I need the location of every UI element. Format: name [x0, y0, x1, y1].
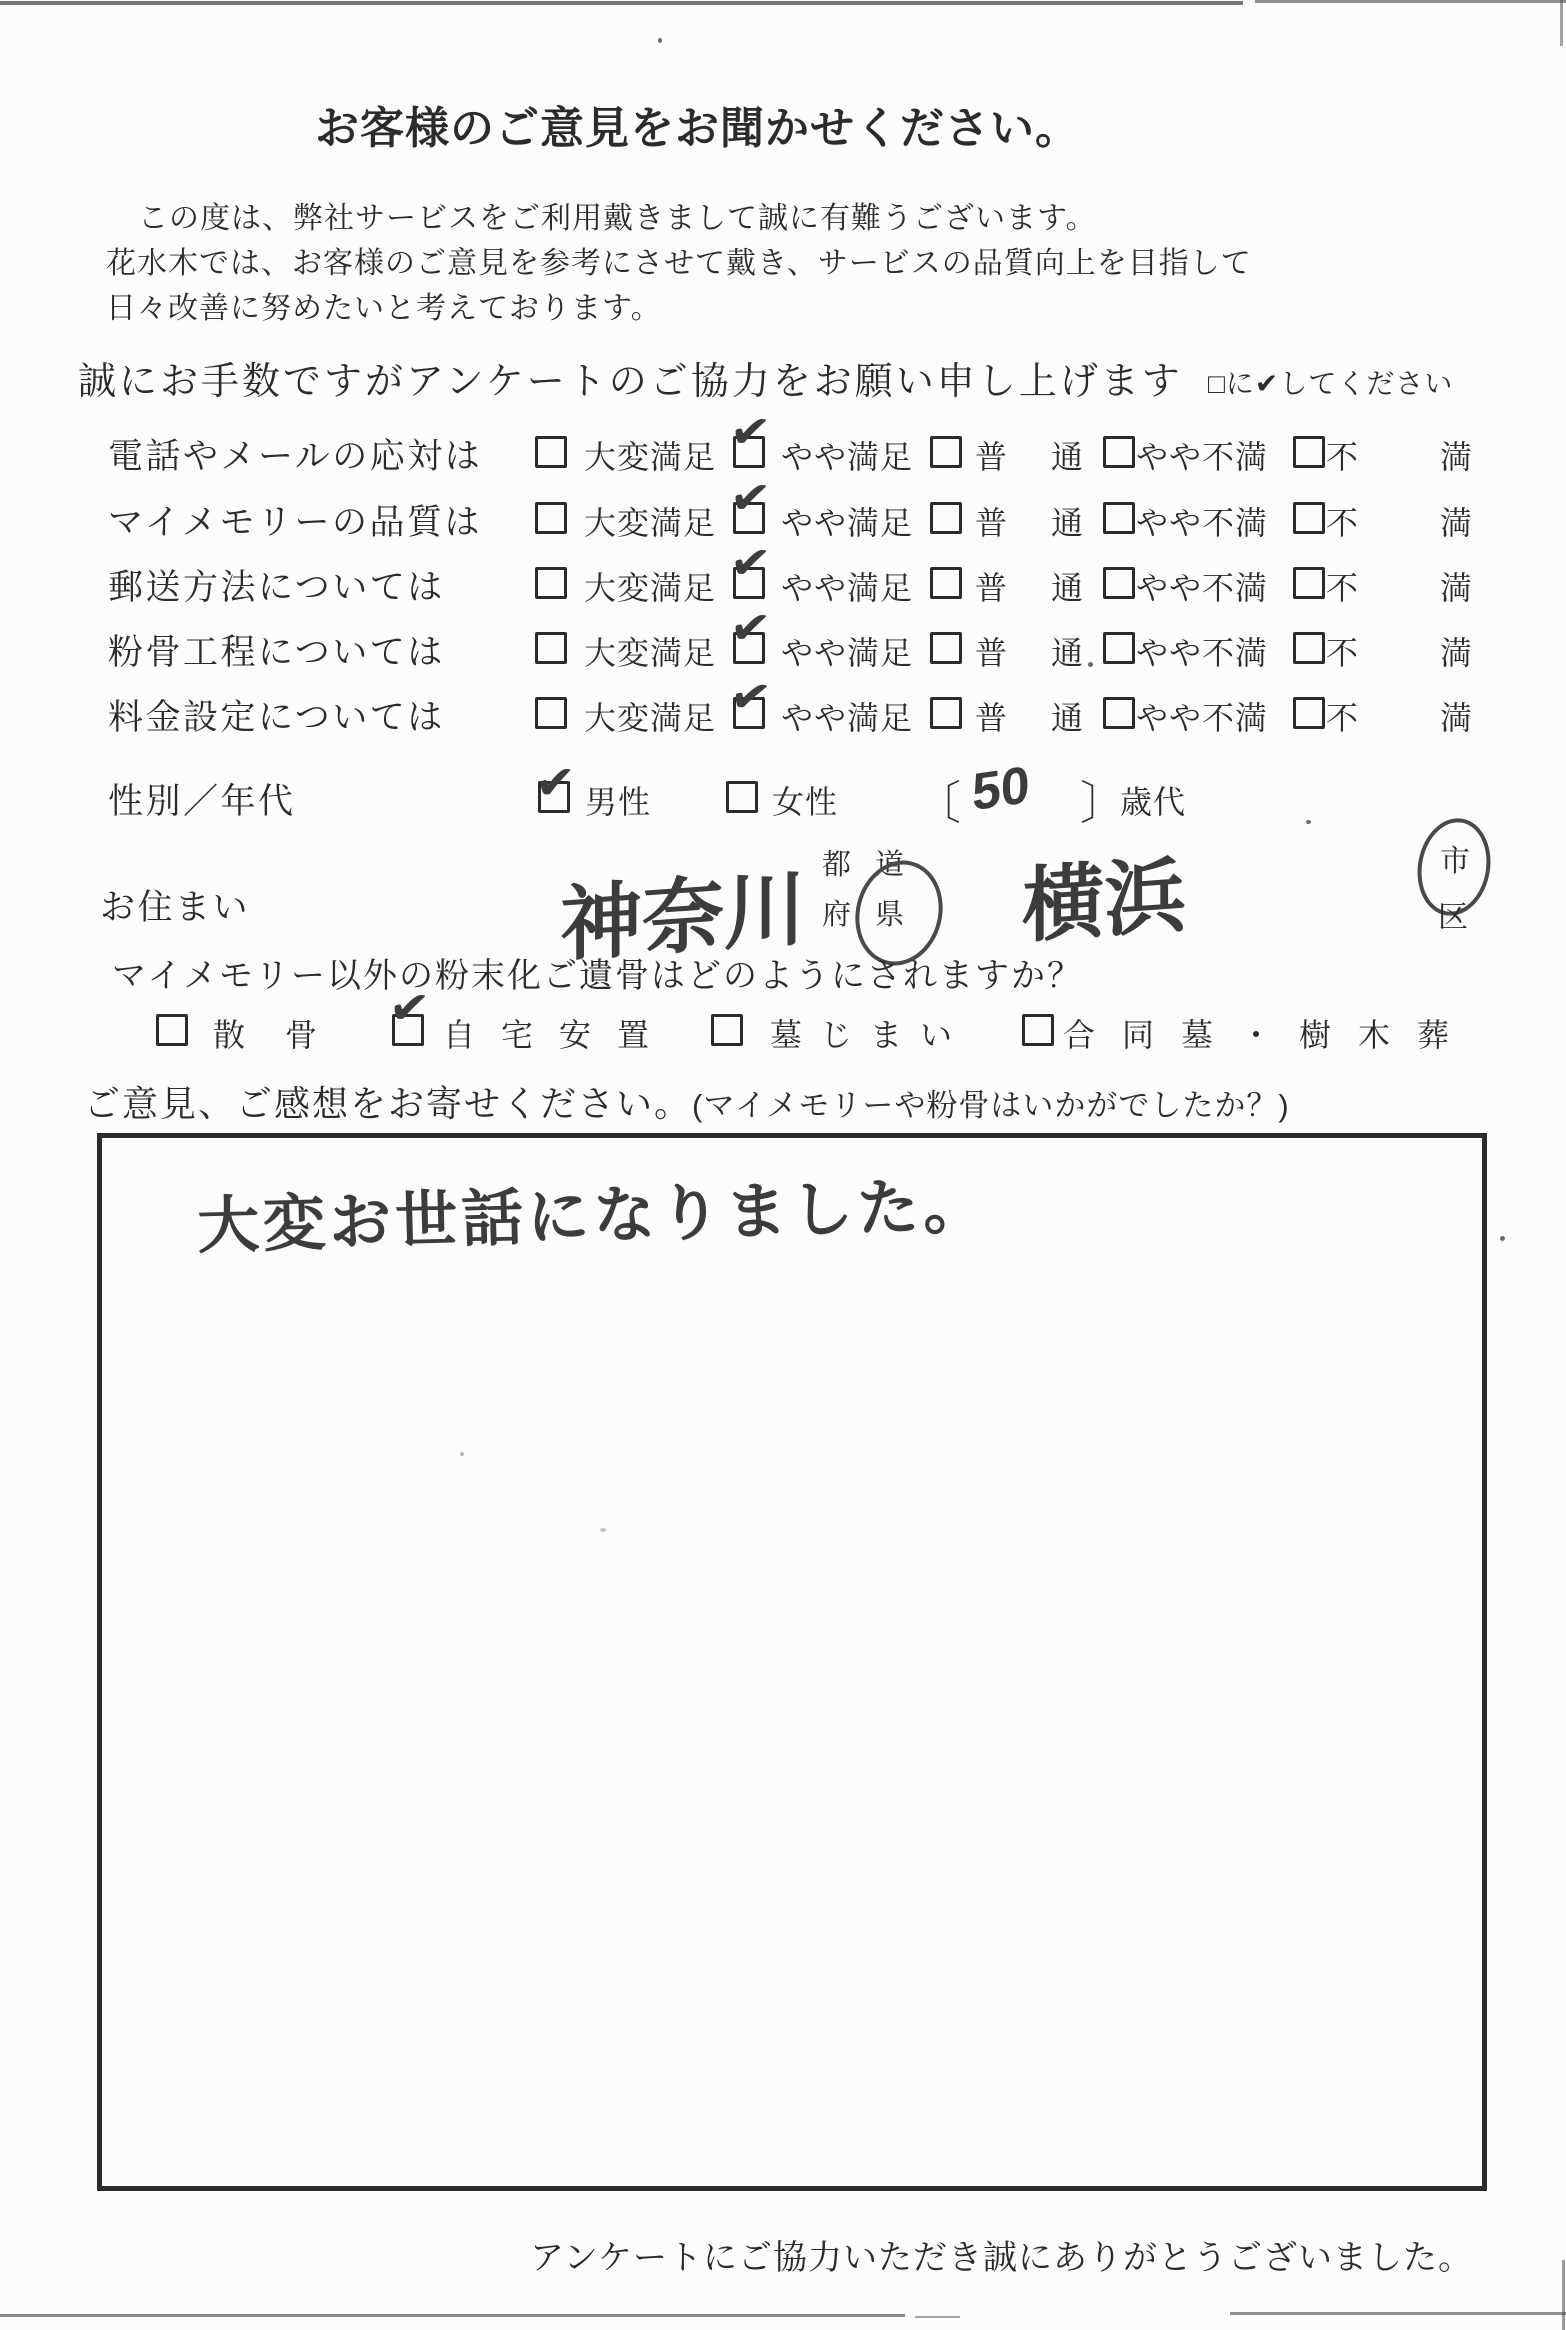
option-label-normal-b: 通	[1051, 505, 1085, 541]
option-label-somewhat-unsatisfied: やや不満	[1136, 700, 1269, 736]
city-type-ku: 区	[1438, 901, 1468, 934]
disposal-options-row	[0, 980, 1566, 1053]
option-label-normal-b: 通	[1051, 439, 1085, 475]
survey-row	[0, 600, 1566, 672]
checkbox-somewhat-satisfied[interactable]	[725, 667, 775, 729]
prefecture-handwritten: 神奈川	[560, 863, 806, 972]
option-label-somewhat-satisfied: やや満足	[781, 635, 914, 671]
age-suffix-label: 歳代	[1120, 784, 1187, 820]
female-label: 女性	[772, 784, 839, 820]
comments-header-note: (マイメモリーや粉骨はいかがでしたか？)	[692, 1088, 1290, 1123]
checkbox-normal[interactable]	[930, 632, 962, 664]
checkbox-unsatisfied[interactable]	[1293, 502, 1325, 534]
scan-artifact-bottom-left	[0, 2314, 905, 2317]
disposal-question: マイメモリー以外の粉末化ご遺骨はどのようにされますか？	[112, 957, 1083, 995]
page-title: お客様のご意見をお聞かせください。	[315, 104, 1080, 153]
option-label-unsatisfied-b: 満	[1440, 505, 1474, 541]
checkbox-very-satisfied[interactable]	[535, 436, 567, 468]
male-label: 男性	[585, 784, 652, 820]
scan-dot	[658, 38, 662, 43]
checkbox-female[interactable]	[726, 781, 758, 813]
gender-age-row	[0, 755, 1566, 829]
checkmark-icon: ✔	[727, 470, 773, 527]
option-label-normal-b: 通	[1051, 635, 1085, 671]
survey-row	[0, 535, 1566, 607]
checkbox-male[interactable]	[534, 756, 577, 813]
checkbox-somewhat-satisfied[interactable]	[727, 535, 773, 599]
checkbox-unsatisfied[interactable]	[1293, 567, 1325, 599]
option-label-grave-closing: 墓じまい	[770, 1017, 971, 1053]
scan-artifact-right-edge-bottom	[1562, 2260, 1565, 2330]
option-label-very-satisfied: 大変満足	[584, 635, 717, 671]
checkbox-normal[interactable]	[930, 502, 962, 534]
footer-thanks: アンケートにご協力いただき誠にありがとうございました。	[530, 2239, 1473, 2277]
option-label-very-satisfied: 大変満足	[584, 439, 717, 475]
prefecture-type-bottom: 府県	[822, 899, 929, 931]
scan-artifact-bottom-mid	[915, 2316, 960, 2318]
checkmark-icon: ✔	[725, 667, 775, 728]
scan-dot	[1306, 820, 1311, 824]
option-label-somewhat-unsatisfied: やや不満	[1136, 570, 1269, 606]
age-bracket-close: 〕	[1080, 777, 1126, 829]
checkbox-normal[interactable]	[930, 567, 962, 599]
checkbox-unsatisfied[interactable]	[1293, 697, 1325, 729]
option-label-very-satisfied: 大変満足	[584, 700, 717, 736]
prefecture-type-top: 都道	[822, 849, 929, 881]
survey-row	[0, 470, 1566, 542]
checkbox-communal-grave[interactable]	[1022, 1014, 1054, 1046]
option-label-somewhat-satisfied: やや満足	[781, 570, 914, 606]
checkbox-somewhat-satisfied[interactable]	[727, 470, 773, 534]
checkmark-icon: ✔	[727, 600, 773, 657]
checkbox-grave-closing[interactable]	[711, 1014, 743, 1046]
option-label-unsatisfied-b: 満	[1440, 439, 1474, 475]
intro-line-3: 日々改善に努めたいと考えております。	[106, 292, 662, 325]
option-label-scattering: 散骨	[213, 1017, 358, 1053]
checkbox-unsatisfied[interactable]	[1293, 436, 1325, 468]
checkbox-somewhat-satisfied[interactable]	[727, 600, 773, 664]
scan-dot	[1500, 1236, 1505, 1241]
option-label-unsatisfied-b: 満	[1440, 700, 1474, 736]
checkbox-very-satisfied[interactable]	[535, 697, 567, 729]
comments-header-main: ご意見、ご感想をお寄せください。	[84, 1083, 693, 1124]
intro-line-1: この度は、弊社サービスをご利用戴きまして誠に有難うございます。	[138, 202, 1097, 235]
option-label-unsatisfied-a: 不	[1326, 570, 1360, 606]
option-label-normal-a: 普	[975, 635, 1009, 671]
checkbox-home-storage[interactable]	[386, 980, 432, 1046]
check-instruction-note: □に✔してください	[1208, 368, 1454, 399]
option-label-unsatisfied-b: 満	[1440, 570, 1474, 606]
option-label-home-storage: 自宅安置	[443, 1017, 676, 1053]
option-label-somewhat-unsatisfied: やや不満	[1136, 505, 1269, 541]
checkbox-somewhat-satisfied[interactable]	[727, 404, 773, 468]
option-label-somewhat-satisfied: やや満足	[781, 439, 914, 475]
checkmark-icon: ✔	[727, 535, 773, 592]
intro-line-2: 花水木では、お客様のご意見を参考にさせて戴き、サービスの品質向上を目指して	[106, 247, 1252, 280]
question-label: 料金設定については	[108, 698, 445, 737]
option-label-unsatisfied-b: 満	[1440, 635, 1474, 671]
checkbox-normal[interactable]	[930, 436, 962, 468]
gender-age-label: 性別／年代	[108, 782, 296, 821]
question-label: マイメモリーの品質は	[108, 503, 482, 542]
option-label-somewhat-unsatisfied: やや不満	[1136, 635, 1269, 671]
survey-row	[0, 404, 1566, 476]
option-label-communal-grave: 合同墓・樹木葬	[1063, 1017, 1477, 1053]
checkmark-icon: ✔	[534, 756, 577, 811]
residence-label: お住まい	[100, 888, 251, 927]
checkbox-somewhat-unsatisfied[interactable]	[1103, 632, 1135, 664]
checkbox-somewhat-unsatisfied[interactable]	[1103, 502, 1135, 534]
checkbox-normal[interactable]	[930, 697, 962, 729]
option-label-unsatisfied-a: 不	[1326, 635, 1360, 671]
option-label-normal-a: 普	[975, 439, 1009, 475]
scan-artifact-right-edge-top	[1560, 0, 1563, 46]
scan-artifact-bottom-right	[1230, 2312, 1566, 2315]
checkbox-very-satisfied[interactable]	[535, 502, 567, 534]
checkbox-somewhat-unsatisfied[interactable]	[1103, 567, 1135, 599]
instruction-text: 誠にお手数ですがアンケートのご協力をお願い申し上げます	[78, 361, 1183, 403]
option-label-very-satisfied: 大変満足	[584, 570, 717, 606]
option-label-very-satisfied: 大変満足	[584, 505, 717, 541]
scan-artifact-top-right	[1255, 0, 1566, 3]
option-label-somewhat-unsatisfied: やや不満	[1136, 439, 1269, 475]
question-label: 郵送方法については	[108, 568, 445, 607]
comment-handwritten: 大変お世話になりました。	[196, 1171, 990, 1262]
option-label-normal-a: 普	[975, 505, 1009, 541]
checkbox-unsatisfied[interactable]	[1293, 632, 1325, 664]
checkbox-very-satisfied[interactable]	[535, 632, 567, 664]
option-label-normal-a: 普	[975, 700, 1009, 736]
option-label-unsatisfied-a: 不	[1326, 439, 1360, 475]
checkmark-icon: ✔	[386, 980, 432, 1037]
question-label: 電話やメールの応対は	[108, 437, 483, 476]
option-label-normal-b: 通	[1051, 700, 1085, 736]
survey-row	[0, 667, 1566, 737]
age-bracket-open: 〔	[915, 777, 961, 829]
checkbox-scattering[interactable]	[156, 1014, 188, 1046]
age-handwritten-value: 50	[972, 755, 1030, 823]
option-label-normal-a: 普	[975, 570, 1009, 606]
checkbox-somewhat-unsatisfied[interactable]	[1103, 697, 1135, 729]
option-label-somewhat-satisfied: やや満足	[781, 505, 914, 541]
scan-artifact-top-left	[0, 1, 1243, 5]
option-label-somewhat-satisfied: やや満足	[781, 700, 914, 736]
option-label-normal-b: 通	[1051, 570, 1085, 606]
checkbox-somewhat-unsatisfied[interactable]	[1103, 436, 1135, 468]
checkmark-icon: ✔	[727, 404, 773, 461]
option-label-unsatisfied-a: 不	[1326, 505, 1360, 541]
comments-header	[84, 1076, 1290, 1127]
comment-box[interactable]	[97, 1133, 1487, 2191]
option-label-unsatisfied-a: 不	[1326, 700, 1360, 736]
question-label: 粉骨工程については	[108, 633, 445, 672]
city-type-shi: 市	[1440, 845, 1470, 878]
city-handwritten: 横浜	[1022, 850, 1186, 953]
checkbox-very-satisfied[interactable]	[535, 567, 567, 599]
